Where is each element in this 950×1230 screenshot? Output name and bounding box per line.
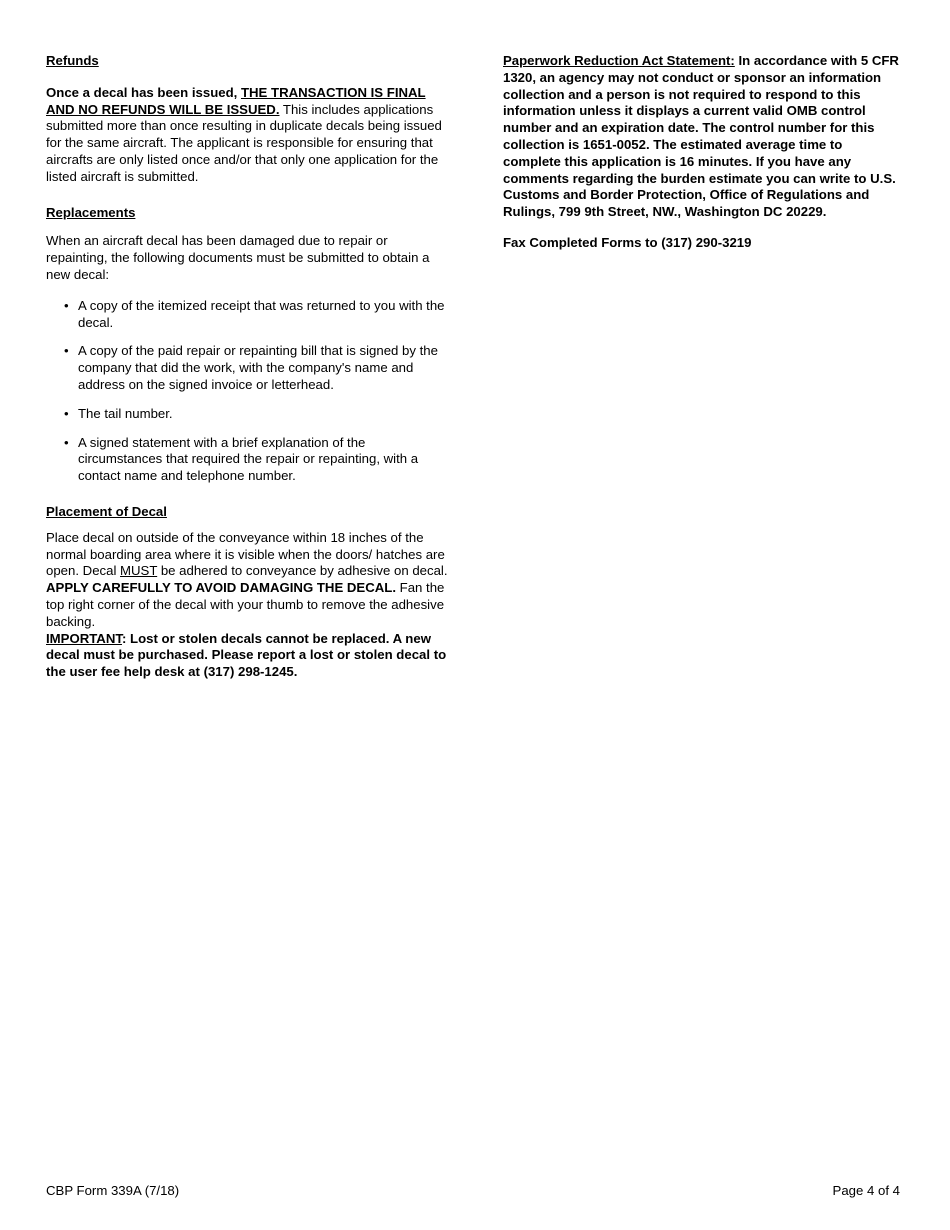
important-text: : Lost or stolen decals cannot be replaced. A new decal must be purchased. Please report a lost or stolen decal to the user fee help desk at (317) 298-1245.: [46, 630, 447, 680]
replacements-intro: When an aircraft decal has been damaged due to repair or repainting, the following documents must be submitted to obtain a new decal:: [46, 233, 430, 282]
refunds-final-notice: THE TRANSACTION IS FINAL AND NO REFUNDS WILL BE ISSUED.: [46, 84, 426, 117]
paperwork-text: In accordance with 5 CFR 1320, an agency may not conduct or sponsor an information collection and a person is not required to respond to this information unless it displays a current valid OMB control number and an expiration date. The control number for this collection is 1651-0052. The estimated average time to complete this application is 16 minutes. If you have any comments regarding the burden estimate you can write to U.S. Customs and Border Protection, Office of Regulations and Rulings, 799 9th Street, NW., Washington DC 20229.: [503, 53, 899, 220]
placement-section: [46, 504, 451, 681]
fax-instructions: Fax Completed Forms to (317) 290-3219: [503, 234, 752, 250]
must-emphasis: MUST: [120, 563, 158, 579]
refunds-lead: Once a decal has been issued,: [46, 84, 241, 100]
placement-paragraph: Place decal on outside of the conveyance within 18 inches of the normal boarding area where it is visible when the doors/ hatches are open. Decal MUST be adhered to conveyance by adhesive on decal. APPLY CAREFULLY TO AVOID DAMAGING THE DECAL. Fan the top right corner of the decal with your thumb to remove the adhesive backing. IMPORTANT: Lost or stolen decals cannot be replaced. A new decal must be purchased. Please report a lost or stolen decal to the user fee help desk at (317) 298-1245.: [46, 529, 448, 680]
list-item: • A copy of the paid repair or repainting bill that is signed by the company that did the work, with the company's name and address on the signed invoice or letterhead.: [64, 343, 438, 392]
footer-form-number: CBP Form 339A (7/18): [46, 1183, 180, 1198]
list-item: • A copy of the itemized receipt that was returned to you with the decal.: [64, 297, 445, 330]
refunds-body: This includes applications submitted more than once resulting in duplicate decals being issued for the same aircraft. The applicant is responsible for ensuring that aircrafts are only listed once and/or that only one application for the listed aircraft is submitted.: [46, 101, 442, 184]
right-column: [503, 53, 903, 252]
left-column: [46, 53, 451, 681]
refunds-section: [46, 53, 451, 186]
replacements-section: [46, 205, 451, 485]
bullet-icon: •: [64, 405, 69, 421]
refunds-paragraph: [46, 85, 451, 186]
bullet-icon: •: [64, 297, 69, 313]
paperwork-reduction-statement: [503, 53, 903, 221]
list-item: • The tail number.: [64, 405, 173, 421]
bullet-icon: •: [64, 434, 69, 450]
replacements-list: [46, 298, 451, 485]
apply-carefully-notice: APPLY CAREFULLY TO AVOID DAMAGING THE DECAL.: [46, 580, 396, 596]
footer-page-number: Page 4 of 4: [832, 1183, 900, 1198]
refunds-heading: Refunds: [46, 53, 99, 68]
bullet-icon: •: [64, 343, 69, 359]
list-item: • A signed statement with a brief explanation of the circumstances that required the repair or repainting, with a contact name and telephone number.: [64, 434, 419, 484]
paperwork-label: Paperwork Reduction Act Statement:: [503, 53, 735, 68]
replacements-heading: Replacements: [46, 204, 136, 220]
placement-heading: Placement of Decal: [46, 503, 167, 519]
important-label: IMPORTANT: [46, 630, 122, 646]
